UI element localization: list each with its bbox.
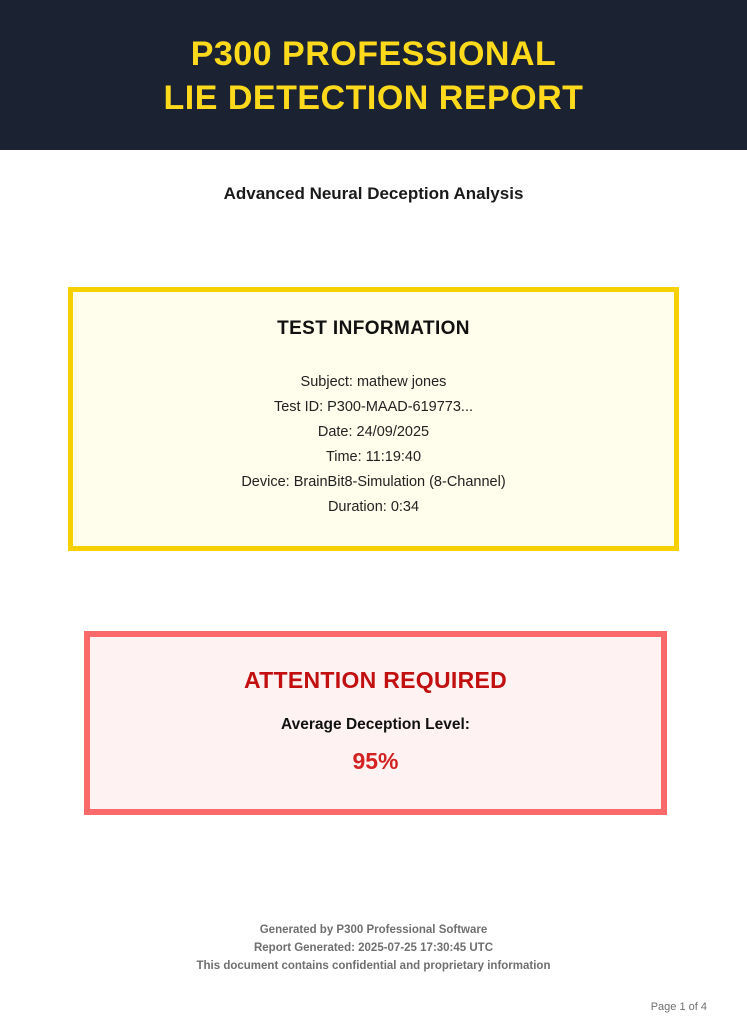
report-header xyxy=(0,0,747,150)
test-information-panel xyxy=(68,287,679,551)
attention-required-panel xyxy=(84,631,667,815)
report-footer xyxy=(0,921,747,975)
footer-confidentiality-notice: This document contains confidential and proprietary information xyxy=(196,960,551,972)
footer-generated-at: Report Generated: 2025-07-25 17:30:45 UTC xyxy=(253,942,494,954)
test-info-duration: Duration: 0:34 xyxy=(327,499,420,516)
test-info-date: Date: 24/09/2025 xyxy=(317,424,430,441)
average-deception-level-value: 95% xyxy=(352,748,399,775)
report-title-line-2: LIE DETECTION REPORT xyxy=(163,79,584,118)
test-info-test-id: Test ID: P300-MAAD-619773... xyxy=(273,399,474,416)
page-number: Page 1 of 4 xyxy=(650,1001,707,1013)
average-deception-level-label: Average Deception Level: xyxy=(281,716,470,734)
test-info-device: Device: BrainBit8-Simulation (8-Channel) xyxy=(241,474,506,491)
test-information-title: TEST INFORMATION xyxy=(277,318,470,340)
report-title xyxy=(20,32,727,120)
report-title-line-1: P300 PROFESSIONAL xyxy=(190,35,557,73)
attention-required-title: ATTENTION REQUIRED xyxy=(243,667,508,694)
report-subtitle: Advanced Neural Deception Analysis xyxy=(223,184,524,204)
test-info-subject: Subject: mathew jones xyxy=(300,374,447,391)
test-info-time: Time: 11:19:40 xyxy=(325,449,422,466)
footer-generated-by: Generated by P300 Professional Software xyxy=(259,924,488,936)
